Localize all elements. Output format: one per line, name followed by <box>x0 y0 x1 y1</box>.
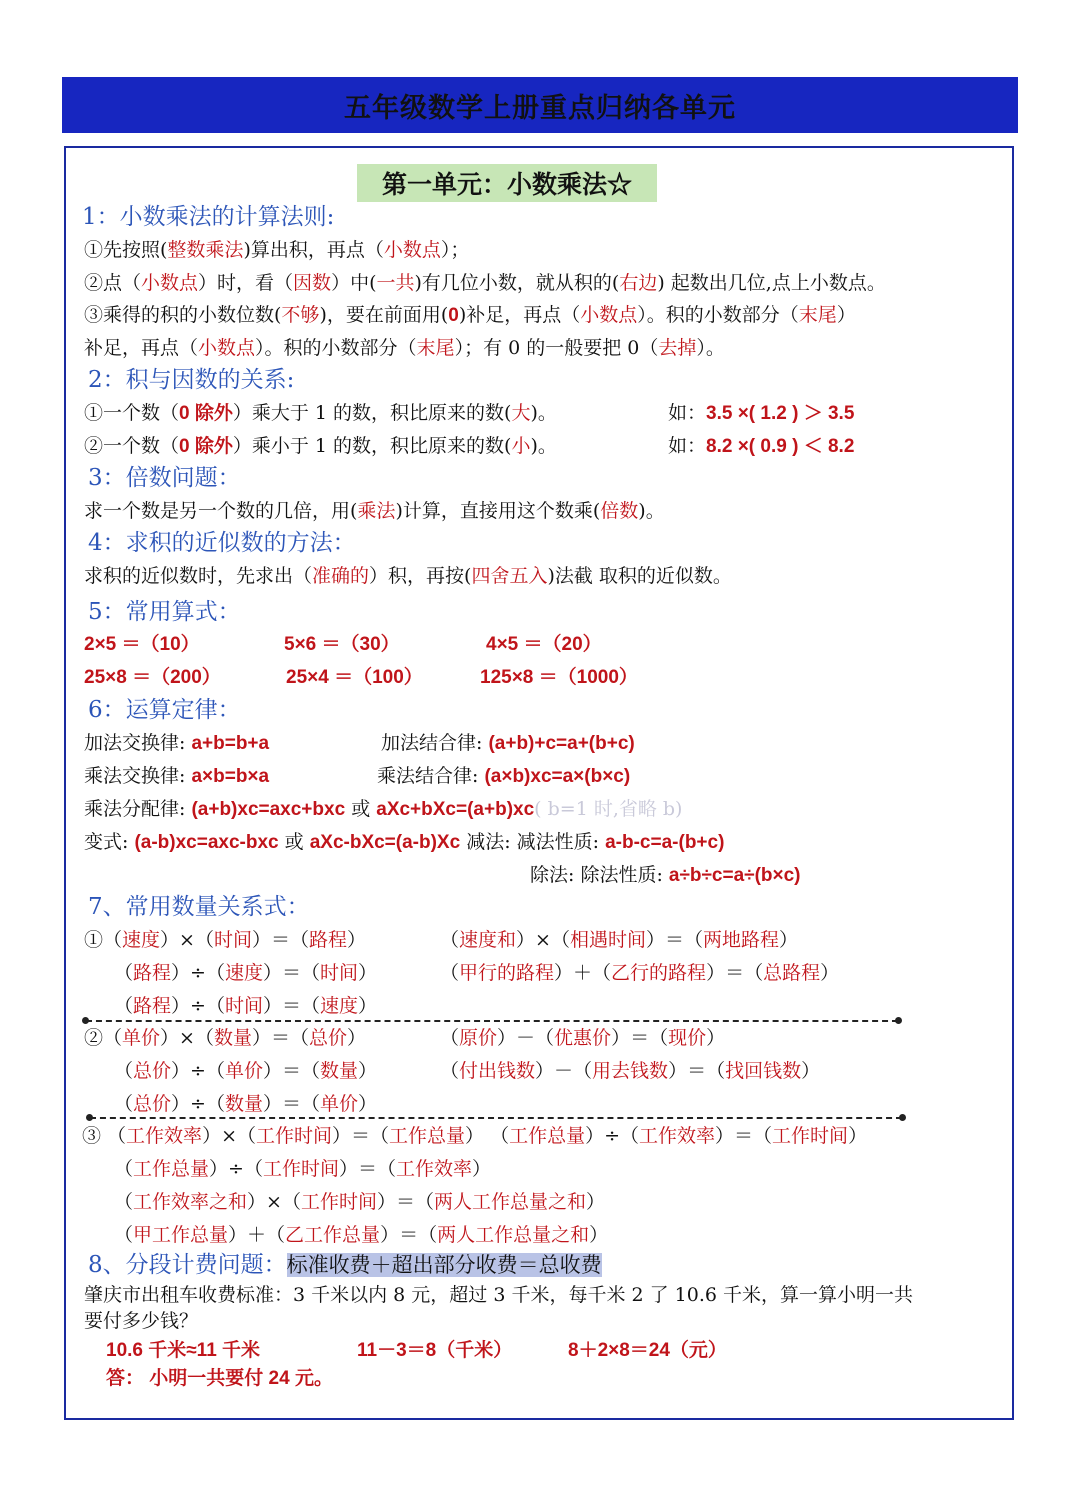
relation-operator: ）×（ <box>160 929 214 951</box>
relation-operator: ） <box>706 1027 726 1049</box>
relation-operator: ）＝（ <box>715 1125 773 1147</box>
relation-operator: （ <box>114 1191 134 1213</box>
relation-operator: ）÷（ <box>171 1060 225 1082</box>
divider-2-dot-left <box>86 1114 93 1121</box>
relation-operator: ）÷（ <box>171 1093 225 1115</box>
s8-calc-1: 10.6 千米≈11 千米 <box>106 1340 261 1361</box>
relation-row <box>84 927 366 953</box>
relation-term: 工作效率之和 <box>133 1191 248 1213</box>
relation-term: 工作总量 <box>389 1125 466 1147</box>
relation-operator: ）÷（ <box>171 962 225 984</box>
calc-25x4: 25×4 ＝（100） <box>286 667 423 688</box>
relation-row <box>114 960 377 986</box>
relation-term: 相遇时间 <box>569 929 646 951</box>
relation-term: 速度 <box>224 962 263 984</box>
section7-title: 7、常用数量关系式： <box>88 894 310 920</box>
relation-operator: （ <box>440 962 460 984</box>
divider-1-dot-left <box>82 1017 89 1024</box>
relation-operator: ） <box>347 1027 367 1049</box>
calc-5x6: 5×6 ＝（30） <box>284 634 400 655</box>
relation-operator: ）＝（ <box>262 1093 320 1115</box>
relation-term: 单价 <box>122 1027 161 1049</box>
relation-operator: ）＝（ <box>376 1191 434 1213</box>
relation-operator: ） <box>801 1060 821 1082</box>
relation-operator: ）＝（ <box>380 1224 438 1246</box>
relation-operator: （ <box>114 1224 134 1246</box>
relation-term: 总价 <box>308 1027 347 1049</box>
s2-example1: 如：3.5 ×( 1.2 ) ＞ 3.5 <box>668 402 855 424</box>
relation-row <box>84 1025 366 1051</box>
relation-operator: （ <box>114 1060 134 1082</box>
relation-operator: ）＝（ <box>262 1060 320 1082</box>
relation-operator: ）＝（ <box>262 962 320 984</box>
s2-example2: 如：8.2 ×( 0.9 ) ＜ 8.2 <box>668 435 855 457</box>
law-division: 除法: 除法性质: a÷b÷c=a÷(b×c) <box>530 864 801 886</box>
relation-operator: ①（ <box>84 929 123 951</box>
relation-term: 乙工作总量 <box>285 1224 381 1246</box>
relation-operator: ）－（ <box>497 1027 555 1049</box>
relation-operator: ②（ <box>84 1027 123 1049</box>
relation-term: 用去钱数 <box>592 1060 669 1082</box>
relation-term: 速度和 <box>459 929 517 951</box>
relation-term: 工作效率 <box>395 1158 472 1180</box>
section8-title: 8、分段计费问题：标准收费＋超出部分收费＝总收费 <box>88 1252 602 1278</box>
relation-term: 时间 <box>224 995 263 1017</box>
relation-row <box>114 993 377 1019</box>
section2-title: 2：积与因数的关系: <box>88 367 295 393</box>
divider-1 <box>86 1020 898 1022</box>
relation-operator: ）×（ <box>247 1191 301 1213</box>
divider-2 <box>90 1117 902 1119</box>
relation-operator: ③ （ <box>82 1125 127 1147</box>
relation-term: 工作时间 <box>300 1191 377 1213</box>
relation-term: 数量 <box>224 1093 263 1115</box>
law-distributive: 乘法分配律: (a+b)xc=axc+bxc 或 aXc+bXc=(a+b)xc( b=1 时,省略 b) <box>84 798 683 820</box>
s2-line1: ①一个数（0 除外）乘大于 1 的数，积比原来的数(大)。 <box>84 402 557 424</box>
s1-line2: ②点（小数点）时，看（因数）中(一共)有几位小数，就从积的(右边) 起数出几位,点上小数点。 <box>84 272 886 294</box>
relation-operator: ）＝（ <box>332 1125 390 1147</box>
relation-term: 工作时间 <box>255 1125 332 1147</box>
relation-operator: ）÷（ <box>209 1158 263 1180</box>
s8-calc-2: 11－3＝8（千米） <box>357 1340 513 1361</box>
law-variant: 变式: (a-b)xc=axc-bxc 或 aXc-bXc=(a-b)Xc 减法: 减法性质: a-b-c=a-(b+c) <box>84 831 725 853</box>
relation-term: 工作总量 <box>133 1158 210 1180</box>
relation-row <box>82 1123 867 1149</box>
relation-operator: （ <box>440 1060 460 1082</box>
relation-operator: （ <box>114 995 134 1017</box>
relation-operator: ） <box>472 1158 492 1180</box>
relation-operator: ） <box>358 1093 378 1115</box>
relation-operator: （ <box>114 1158 134 1180</box>
law-add-assoc: 加法结合律: (a+b)+c=a+(b+c) <box>381 732 635 754</box>
relation-term: 总路程 <box>763 962 821 984</box>
calc-125x8: 125×8 ＝（1000） <box>480 667 638 688</box>
relation-operator: ）＝（ <box>611 1027 669 1049</box>
section3-title: 3：倍数问题： <box>88 465 241 491</box>
s8-question-line2: 要付多少钱？ <box>84 1310 199 1332</box>
relation-operator: ） <box>586 1191 606 1213</box>
relation-operator: ） <box>848 1125 868 1147</box>
relation-term: 时间 <box>319 962 358 984</box>
relation-row <box>114 1091 377 1117</box>
relation-operator: ）＋（ <box>228 1224 286 1246</box>
relation-operator: ）＝（ <box>706 962 764 984</box>
fee-formula: 标准收费＋超出部分收费＝总收费 <box>286 1253 602 1277</box>
divider-1-dot-right <box>895 1017 902 1024</box>
section6-title: 6：运算定律： <box>88 697 241 723</box>
relation-operator: （ <box>440 929 460 951</box>
s3-line1: 求一个数是另一个数的几倍，用(乘法)计算，直接用这个数乘(倍数)。 <box>84 500 665 522</box>
relation-term: 找回钱数 <box>725 1060 802 1082</box>
relation-term: 两人工作总量之和 <box>437 1224 590 1246</box>
relation-term: 速度 <box>122 929 161 951</box>
s1-line1: ①先按照(整数乘法)算出积，再点（小数点）； <box>84 239 470 261</box>
s2-line2: ②一个数（0 除外）乘小于 1 的数，积比原来的数(小)。 <box>84 435 557 457</box>
unit-title: 第一单元：小数乘法☆ <box>357 164 657 202</box>
relation-row <box>114 1156 491 1182</box>
relation-term: 原价 <box>459 1027 498 1049</box>
relation-operator: ） <box>358 962 378 984</box>
section4-title: 4：求积的近似数的方法： <box>88 530 356 556</box>
relation-operator: ） （ <box>465 1125 510 1147</box>
relation-row <box>440 960 839 986</box>
relation-term: 数量 <box>213 1027 252 1049</box>
relation-term: 工作时间 <box>262 1158 339 1180</box>
relation-operator: ） <box>779 929 799 951</box>
calc-25x8: 25×8 ＝（200） <box>84 667 221 688</box>
relation-term: 路程 <box>308 929 347 951</box>
relation-term: 甲工作总量 <box>133 1224 229 1246</box>
relation-operator: （ <box>114 962 134 984</box>
relation-term: 单价 <box>319 1093 358 1115</box>
relation-term: 速度 <box>319 995 358 1017</box>
relation-row <box>440 1025 725 1051</box>
calc-2x5: 2×5 ＝（10） <box>84 634 200 655</box>
law-mul-comm: 乘法交换律: a×b=b×a <box>84 765 270 787</box>
calc-4x5: 4×5 ＝（20） <box>486 634 602 655</box>
s1-line4: 补足，再点（小数点）。积的小数部分（末尾）；有 0 的一般要把 0（去掉）。 <box>84 337 725 359</box>
relation-term: 两地路程 <box>702 929 779 951</box>
relation-term: 优惠价 <box>554 1027 612 1049</box>
relation-operator: ）×（ <box>516 929 570 951</box>
relation-operator: ）＋（ <box>554 962 612 984</box>
relation-operator: ）＝（ <box>645 929 703 951</box>
relation-operator: ）＝（ <box>251 929 309 951</box>
relation-term: 路程 <box>133 962 172 984</box>
relation-term: 单价 <box>224 1060 263 1082</box>
s1-line3: ③乘得的积的小数位数(不够)，要在前面用(0)补足，再点（小数点）。积的小数部分（末尾） <box>84 304 856 326</box>
relation-row <box>114 1222 608 1248</box>
relation-term: 工作效率 <box>126 1125 203 1147</box>
relation-operator: ）＝（ <box>262 995 320 1017</box>
relation-operator: ） <box>358 995 378 1017</box>
relation-term: 工作总量 <box>509 1125 586 1147</box>
relation-term: 总价 <box>133 1093 172 1115</box>
relation-operator: ） <box>358 1060 378 1082</box>
page-banner <box>62 77 1018 133</box>
relation-term: 付出钱数 <box>459 1060 536 1082</box>
relation-operator: ）＝（ <box>251 1027 309 1049</box>
relation-row <box>440 927 798 953</box>
relation-term: 时间 <box>213 929 252 951</box>
relation-row <box>114 1189 605 1215</box>
relation-operator: ） <box>347 929 367 951</box>
relation-term: 总价 <box>133 1060 172 1082</box>
s4-line1: 求积的近似数时，先求出（准确的）积，再按(四舍五入)法截 取积的近似数。 <box>84 565 732 587</box>
relation-operator: ）＝（ <box>668 1060 726 1082</box>
relation-operator: （ <box>440 1027 460 1049</box>
relation-term: 甲行的路程 <box>459 962 555 984</box>
divider-2-dot-right <box>899 1114 906 1121</box>
s8-question-line1: 肇庆市出租车收费标准：3 千米以内 8 元，超过 3 千米，每千米 2 了 10.6 千米，算一算小明一共 <box>84 1284 914 1306</box>
relation-term: 数量 <box>319 1060 358 1082</box>
section1-title: 1：小数乘法的计算法则: <box>82 204 335 230</box>
relation-operator: ）÷（ <box>171 995 225 1017</box>
relation-row <box>114 1058 377 1084</box>
relation-operator: ）×（ <box>202 1125 256 1147</box>
relation-term: 路程 <box>133 995 172 1017</box>
s8-calc-3: 8＋2×8＝24（元） <box>568 1340 727 1361</box>
s8-answer: 答： 小明一共要付 24 元。 <box>106 1368 333 1389</box>
relation-operator: ）÷（ <box>585 1125 640 1147</box>
relation-row <box>440 1058 820 1084</box>
relation-term: 工作时间 <box>772 1125 849 1147</box>
relation-operator: ）×（ <box>160 1027 214 1049</box>
relation-term: 乙行的路程 <box>611 962 707 984</box>
section5-title: 5：常用算式： <box>88 599 241 625</box>
relation-operator: ）＝（ <box>338 1158 396 1180</box>
relation-operator: ） <box>589 1224 609 1246</box>
law-add-comm: 加法交换律: a+b=b+a <box>84 732 270 754</box>
banner-title: 五年级数学上册重点归纳各单元 <box>344 92 736 124</box>
relation-term: 现价 <box>668 1027 707 1049</box>
relation-term: 两人工作总量之和 <box>433 1191 586 1213</box>
relation-operator: ） <box>820 962 840 984</box>
relation-operator: ）－（ <box>535 1060 593 1082</box>
law-mul-assoc: 乘法结合律: (a×b)xc=a×(b×c) <box>377 765 631 787</box>
relation-operator: （ <box>114 1093 134 1115</box>
relation-term: 工作效率 <box>639 1125 716 1147</box>
